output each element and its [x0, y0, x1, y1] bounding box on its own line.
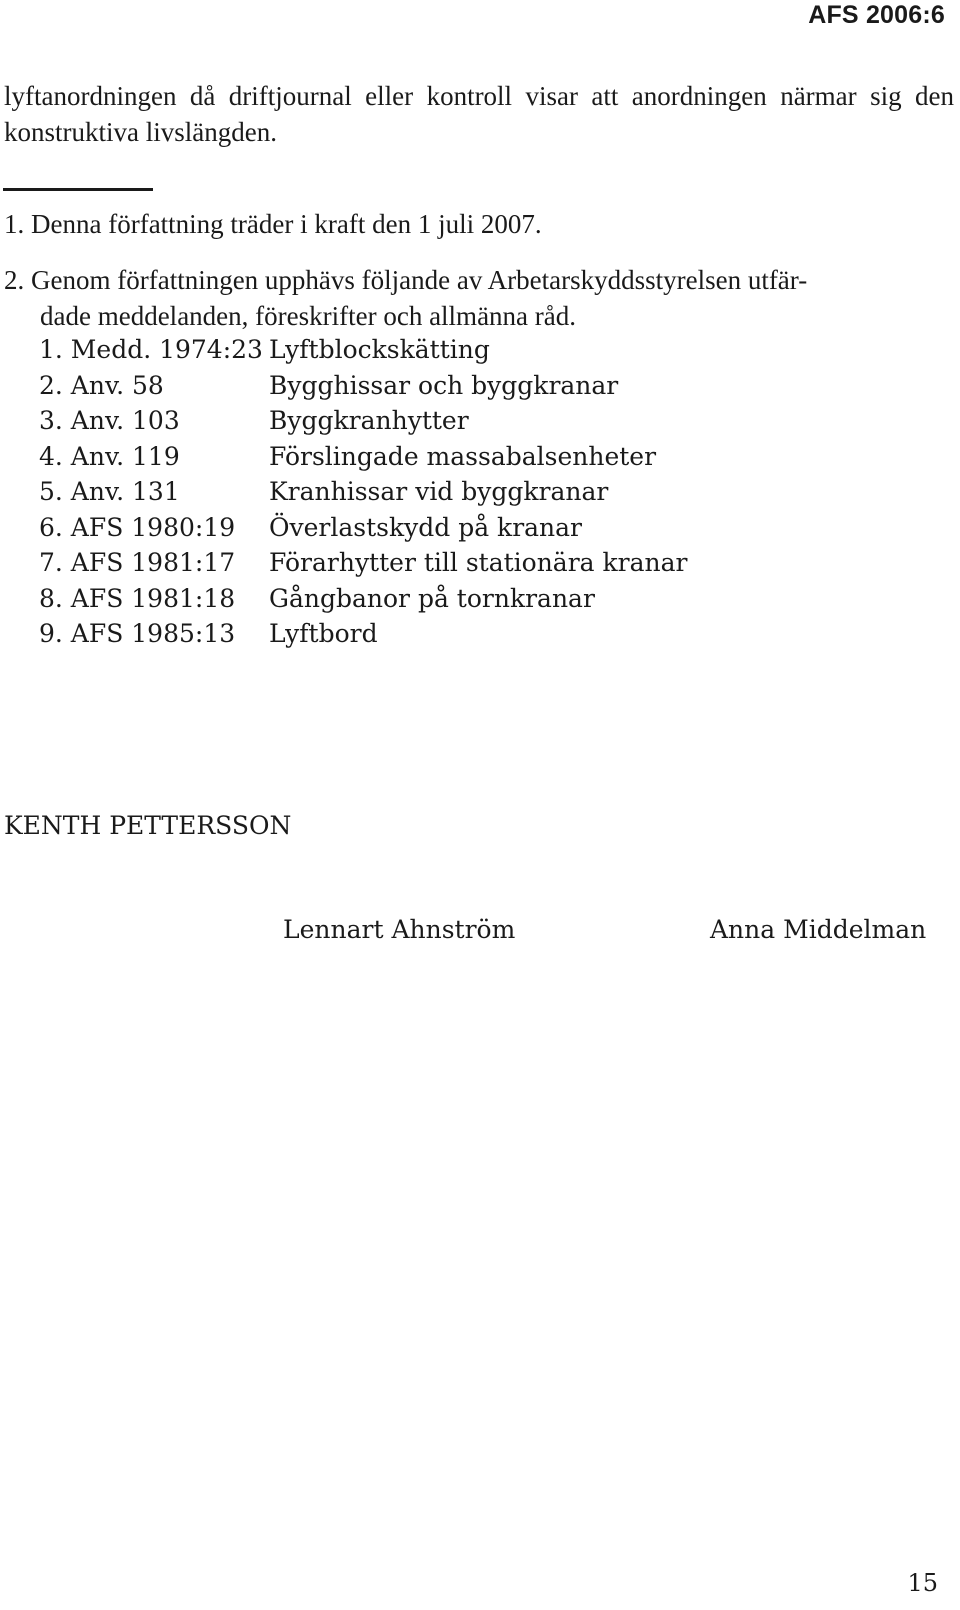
list-item — [39, 616, 687, 652]
page-number: 15 — [907, 1569, 938, 1597]
list-item — [39, 510, 687, 546]
repealed-ref: 2. Anv. 58 — [39, 370, 164, 400]
repealed-title: Överlastskydd på kranar — [269, 512, 583, 542]
repealed-ref: 6. AFS 1980:19 — [39, 512, 236, 542]
repealed-title: Bygghissar och byggkranar — [269, 370, 619, 400]
effective-date-clause: 1. Denna författning träder i kraft den 1 juli 2007. — [4, 209, 542, 239]
list-item — [39, 581, 687, 617]
list-item — [39, 403, 687, 439]
repealed-ref: 1. Medd. 1974:23 — [39, 335, 263, 364]
repealed-title: Förslingade massabalsenheter — [269, 441, 657, 471]
repealed-title: Gångbanor på tornkranar — [269, 583, 595, 613]
repealed-ref: 3. Anv. 103 — [39, 406, 180, 435]
repealed-title: Lyftbord — [269, 619, 378, 648]
list-item — [39, 439, 687, 475]
repealed-ref: 7. AFS 1981:17 — [39, 548, 236, 577]
repealed-title: Lyftblockskätting — [269, 335, 490, 364]
list-item — [39, 545, 687, 581]
repealed-ref: 5. Anv. 131 — [39, 477, 180, 506]
repealed-ref: 8. AFS 1981:18 — [39, 583, 236, 613]
repealed-ref: 9. AFS 1985:13 — [39, 619, 236, 648]
signatory-secondary-1: Lennart Ahnström — [283, 915, 516, 944]
document-code: AFS 2006:6 — [808, 1, 945, 29]
repealed-title: Byggkranhytter — [269, 406, 469, 435]
repealed-title: Kranhissar vid byggkranar — [269, 477, 609, 506]
signatory-primary: KENTH PETTERSSON — [4, 811, 292, 840]
repeal-clause — [4, 262, 954, 334]
intro-paragraph: lyftanordningen då driftjournal eller kontroll visar att anordningen närmar sig den konstruktiva livslängden. — [4, 81, 954, 147]
repeal-clause-line-2: dade meddelanden, föreskrifter och allmänna råd. — [40, 301, 577, 331]
repealed-ref: 4. Anv. 119 — [39, 441, 180, 471]
list-item — [39, 368, 687, 404]
list-item — [39, 474, 687, 510]
repealed-list — [39, 332, 687, 652]
repeal-clause-line-1: 2. Genom författningen upphävs följande av Arbetarskyddsstyrelsen utfär- — [4, 265, 808, 295]
repealed-title: Förarhytter till stationära kranar — [269, 548, 688, 577]
list-item — [39, 332, 687, 368]
signatory-secondary-2: Anna Middelman — [710, 915, 927, 944]
separator-rule — [3, 188, 153, 191]
